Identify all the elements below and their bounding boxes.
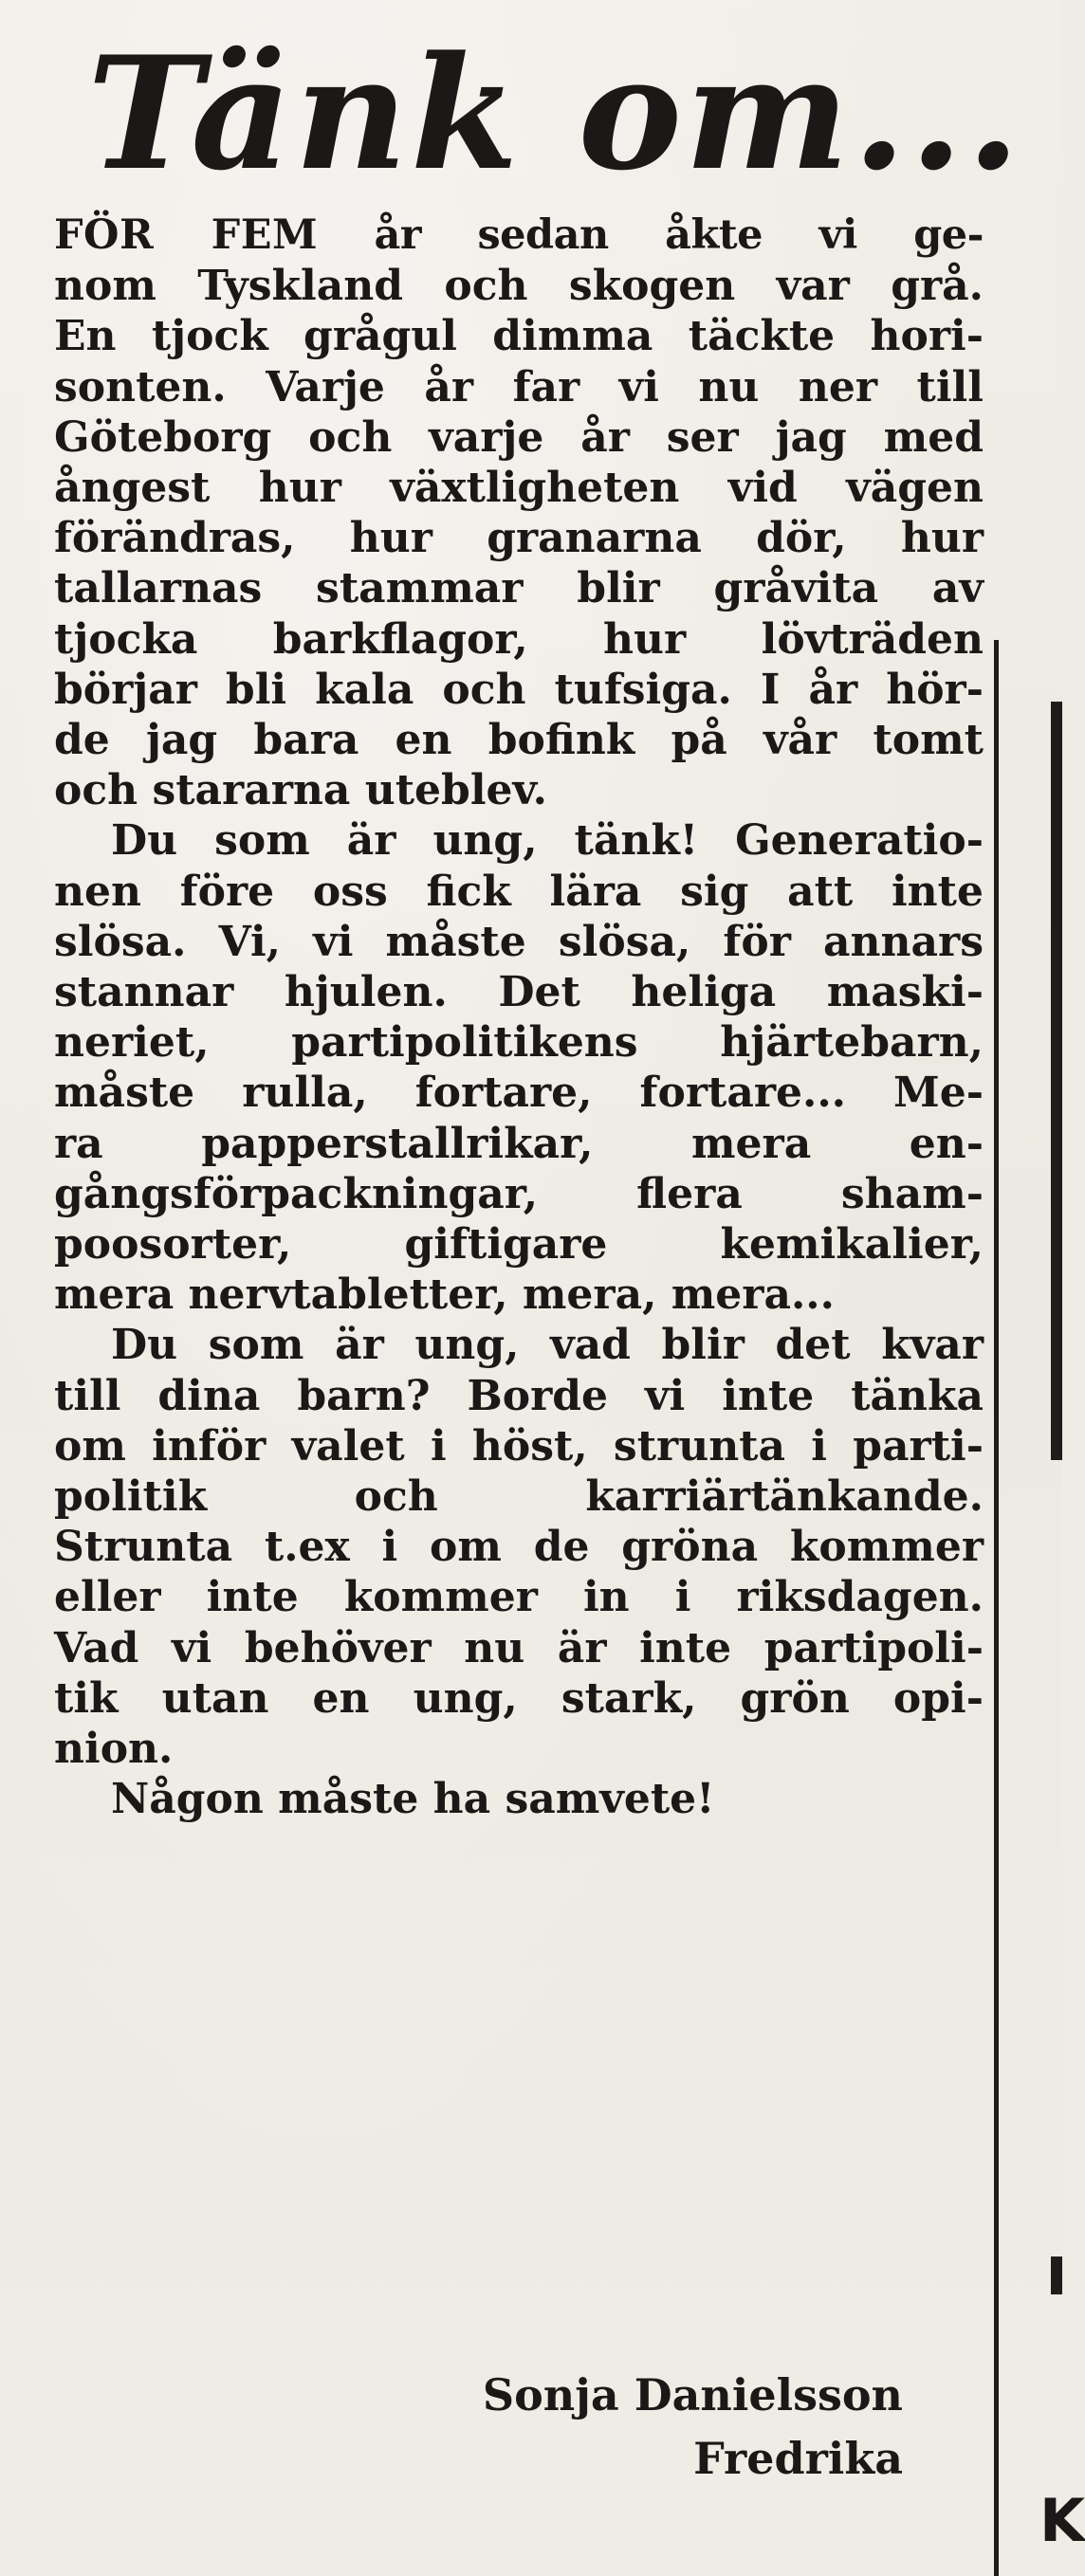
article-line: slösa. Vi, vi måste slösa, för annars (54, 917, 984, 966)
article-line: Vad vi behöver nu är inte partipoli- (54, 1623, 984, 1672)
article-line: ra papperstallrikar, mera en- (54, 1119, 984, 1168)
article-line (54, 210, 984, 261)
article-line: börjar bli kala och tufsiga. I år hör- (54, 665, 984, 714)
article-line-text: år sedan åkte vi ge- (318, 211, 984, 259)
adjacent-column-edge (1051, 702, 1062, 1460)
article-line: måste rulla, fortare, fortare... Me- (54, 1069, 984, 1118)
article-line: nen före oss fick lära sig att inte (54, 867, 984, 916)
article-line: poosorter, giftigare kemikalier, (54, 1220, 984, 1270)
article-line: om inför valet i höst, strunta i parti- (54, 1421, 984, 1471)
adjacent-column-letter: K (1039, 2486, 1085, 2555)
article-line: stannar hjulen. Det heliga maski- (54, 968, 984, 1017)
article-line: Du som är ung, vad blir det kvar (111, 1321, 984, 1370)
article-line: tjocka barkflagor, hur lövträden (54, 614, 984, 664)
article-line: En tjock grågul dimma täckte hori- (54, 312, 984, 361)
lead-caps: FÖR FEM (54, 211, 319, 259)
headline: Tänk om... (87, 22, 1023, 205)
column-rule (994, 640, 999, 2576)
article-body (54, 210, 984, 1825)
signature-place: Fredrika (693, 2433, 903, 2484)
article-line: till dina barn? Borde vi inte tänka (54, 1371, 984, 1420)
article-line: politik och karriärtänkande. (54, 1472, 984, 1522)
article-line: sonten. Varje år far vi nu ner till (54, 362, 984, 411)
article-line: och stararna uteblev. (54, 766, 547, 815)
article-line: eller inte kommer in i riksdagen. (54, 1573, 984, 1622)
article-line: förändras, hur granarna dör, hur (54, 514, 984, 563)
article-line: Du som är ung, tänk! Generatio- (111, 816, 984, 866)
signature-name: Sonja Danielsson (482, 2369, 903, 2421)
article-line: nion. (54, 1725, 174, 1774)
article-line: mera nervtabletter, mera, mera... (54, 1270, 835, 1320)
article-line: Strunta t.ex i om de gröna kommer (54, 1523, 984, 1572)
article-line: neriet, partipolitikens hjärtebarn, (54, 1018, 984, 1068)
article-line: tallarnas stammar blir gråvita av (54, 564, 984, 613)
article-line: gångsförpackningar, flera sham- (54, 1169, 984, 1218)
article-line: nom Tyskland och skogen var grå. (54, 262, 984, 311)
adjacent-column-edge (1051, 2256, 1062, 2294)
article-line: de jag bara en bofink på vår tomt (54, 716, 984, 765)
article-line: ångest hur växtligheten vid vägen (54, 464, 984, 513)
article-line: Någon måste ha samvete! (111, 1775, 715, 1824)
article-line: tik utan en ung, stark, grön opi- (54, 1673, 984, 1723)
article-line: Göteborg och varje år ser jag med (54, 412, 984, 462)
